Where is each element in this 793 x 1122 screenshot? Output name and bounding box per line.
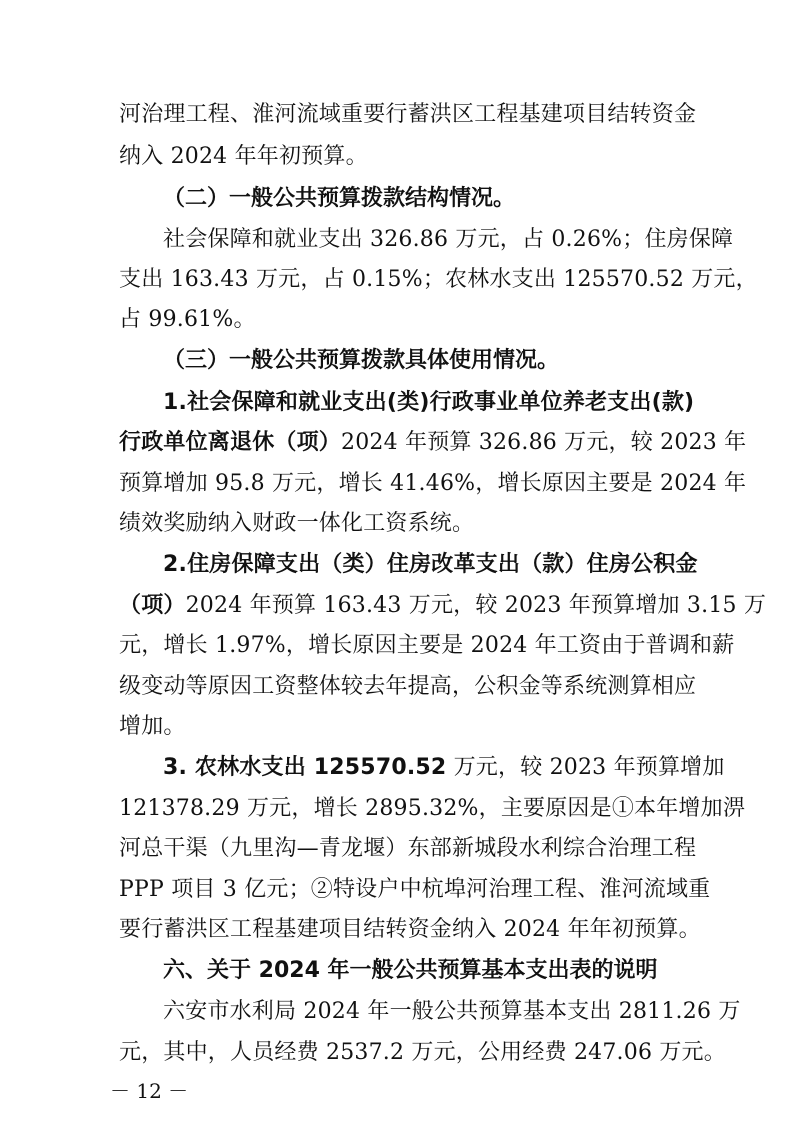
- body-text-line: PPP 项目 3 亿元；②特设户中杭埠河治理工程、淮河流域重: [119, 877, 711, 902]
- item-2-line: [119, 588, 766, 624]
- body-text-line: 元，增长 1.97%，增长原因主要是 2024 年工资由于普调和薪: [119, 633, 735, 658]
- item-1-text: 2024 年预算 326.86 万元，较 2023 年: [341, 430, 747, 455]
- body-text-line: 纳入 2024 年年初预算。: [119, 144, 368, 169]
- item-2-text: 2024 年预算 163.43 万元，较 2023 年预算增加 3.15 万: [185, 593, 767, 618]
- body-text-line: 预算增加 95.8 万元，增长 41.46%，增长原因主要是 2024 年: [119, 471, 747, 496]
- body-text-line: 六安市水利局 2024 年一般公共预算基本支出 2811.26 万: [163, 999, 741, 1024]
- body-text-line: 增加。: [119, 714, 186, 739]
- body-text-line: 121378.29 万元，增长 2895.32%，主要原因是①本年增加淠: [119, 796, 746, 821]
- body-text-line: 占 99.61%。: [119, 307, 256, 332]
- body-text-line: 绩效奖励纳入财政一体化工资系统。: [119, 511, 475, 536]
- item-3-title: 3. 农林水支出 125570.52: [163, 755, 447, 780]
- body-text-line: 要行蓄洪区工程基建项目结转资金纳入 2024 年年初预算。: [119, 917, 701, 942]
- body-text-line: 社会保障和就业支出 326.86 万元，占 0.26%；住房保障: [163, 227, 734, 252]
- item-2-title: 2.住房保障支出（类）住房改革支出（款）住房公积金: [163, 552, 698, 577]
- page-number: － 12 －: [110, 1079, 189, 1103]
- item-1-title: 1.社会保障和就业支出(类)行政事业单位养老支出(款): [163, 390, 695, 415]
- body-text-line: 级变动等原因工资整体较去年提高，公积金等系统测算相应: [119, 674, 697, 699]
- body-text-line: 元，其中，人员经费 2537.2 万元，公用经费 247.06 万元。: [119, 1040, 726, 1065]
- body-text-line: 支出 163.43 万元，占 0.15%；农林水支出 125570.52 万元，: [119, 267, 758, 292]
- section-heading-6: 六、关于 2024 年一般公共预算基本支出表的说明: [163, 958, 658, 983]
- item-2-title-cont: （项）: [119, 593, 186, 618]
- body-text-line: 河治理工程、淮河流域重要行蓄洪区工程基建项目结转资金: [119, 102, 697, 127]
- body-text-line: 河总干渠（九里沟—青龙堰）东部新城段水利综合治理工程: [119, 836, 697, 861]
- item-1-line: [119, 425, 746, 461]
- item-3-line: [163, 750, 725, 786]
- item-1-title-cont: 行政单位离退休（项）: [119, 430, 342, 455]
- section-heading-3: （三）一般公共预算拨款具体使用情况。: [163, 348, 560, 373]
- item-3-text: 万元，较 2023 年预算增加: [446, 755, 725, 780]
- section-heading-2: （二）一般公共预算拨款结构情况。: [163, 186, 516, 211]
